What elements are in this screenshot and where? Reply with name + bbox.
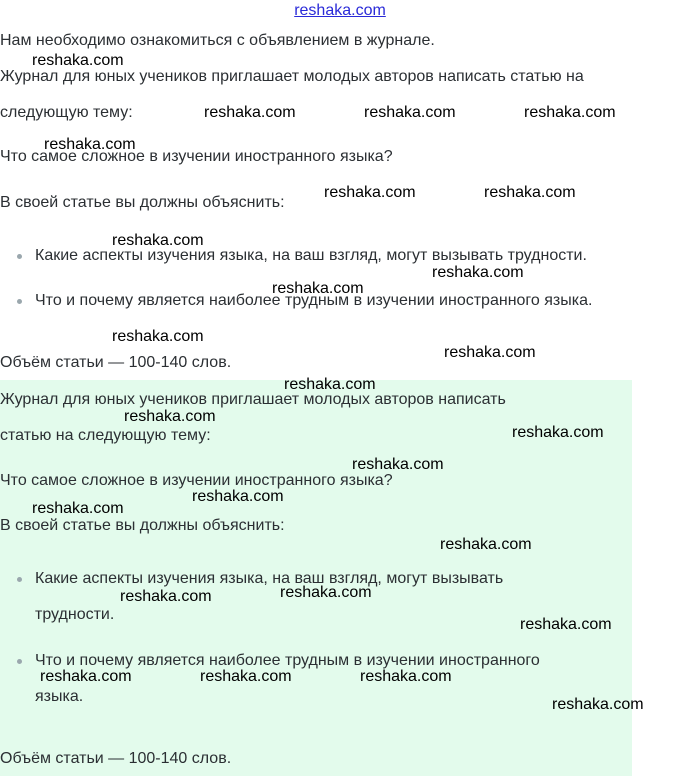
watermark: reshaka.com [324, 184, 416, 201]
answer-topic: Что самое сложное в изучении иностранного языка? [0, 472, 393, 489]
task-bullet-2: Что и почему является наиболее трудным в изучении иностранного языка. [35, 292, 593, 309]
watermark: reshaka.com [364, 104, 456, 121]
watermark: reshaka.com [444, 344, 536, 361]
watermark: reshaka.com [192, 488, 284, 505]
watermark: reshaka.com [284, 376, 376, 393]
answer-bullet-2-line2: языка. [35, 688, 84, 705]
watermark: reshaka.com [484, 184, 576, 201]
task-bullet-1: Какие аспекты изучения языка, на ваш взгляд, могут вызывать трудности. [35, 247, 587, 264]
watermark: reshaka.com [32, 52, 124, 69]
answer-bullet-1-line2: трудности. [35, 606, 115, 623]
answer-volume: Объём статьи — 100-140 слов. [0, 750, 232, 767]
watermark: reshaka.com [40, 668, 132, 685]
answer-announcement-line1: Журнал для юных учеников приглашает молодых авторов написать [0, 391, 506, 408]
answer-bullet-1-dot [17, 577, 22, 582]
answer-explain: В своей статье вы должны объяснить: [0, 517, 285, 534]
answer-bullet-2-dot [17, 659, 22, 664]
task-topic: Что самое сложное в изучении иностранного языка? [0, 148, 393, 165]
watermark: reshaka.com [440, 536, 532, 553]
watermark: reshaka.com [44, 136, 136, 153]
watermark: reshaka.com [360, 668, 452, 685]
watermark: reshaka.com [112, 328, 204, 345]
watermark: reshaka.com [204, 104, 296, 121]
task-bullet-2-dot [17, 299, 22, 304]
watermark: reshaka.com [120, 588, 212, 605]
watermark: reshaka.com [552, 696, 644, 713]
site-header-link[interactable]: reshaka.com [294, 2, 386, 19]
watermark: reshaka.com [32, 500, 124, 517]
task-bullet-1-dot [17, 254, 22, 259]
task-volume: Объём статьи — 100-140 слов. [0, 354, 232, 371]
task-intro: Нам необходимо ознакомиться с объявлением в журнале. [0, 32, 435, 49]
watermark: reshaka.com [520, 616, 612, 633]
task-announcement-line1: Журнал для юных учеников приглашает молодых авторов написать статью на [0, 68, 584, 85]
watermark: reshaka.com [512, 424, 604, 441]
watermark: reshaka.com [524, 104, 616, 121]
answer-bullet-1-line1: Какие аспекты изучения языка, на ваш взгляд, могут вызывать [35, 570, 504, 587]
watermark: reshaka.com [272, 280, 364, 297]
watermark: reshaka.com [352, 456, 444, 473]
task-explain: В своей статье вы должны объяснить: [0, 194, 285, 211]
watermark: reshaka.com [124, 408, 216, 425]
answer-bullet-2-line1: Что и почему является наиболее трудным в изучении иностранного [35, 652, 540, 669]
watermark: reshaka.com [432, 264, 524, 281]
watermark: reshaka.com [280, 584, 372, 601]
watermark: reshaka.com [200, 668, 292, 685]
task-announcement-line2: следующую тему: [0, 104, 133, 121]
watermark: reshaka.com [112, 232, 204, 249]
answer-announcement-line2: статью на следующую тему: [0, 427, 211, 444]
